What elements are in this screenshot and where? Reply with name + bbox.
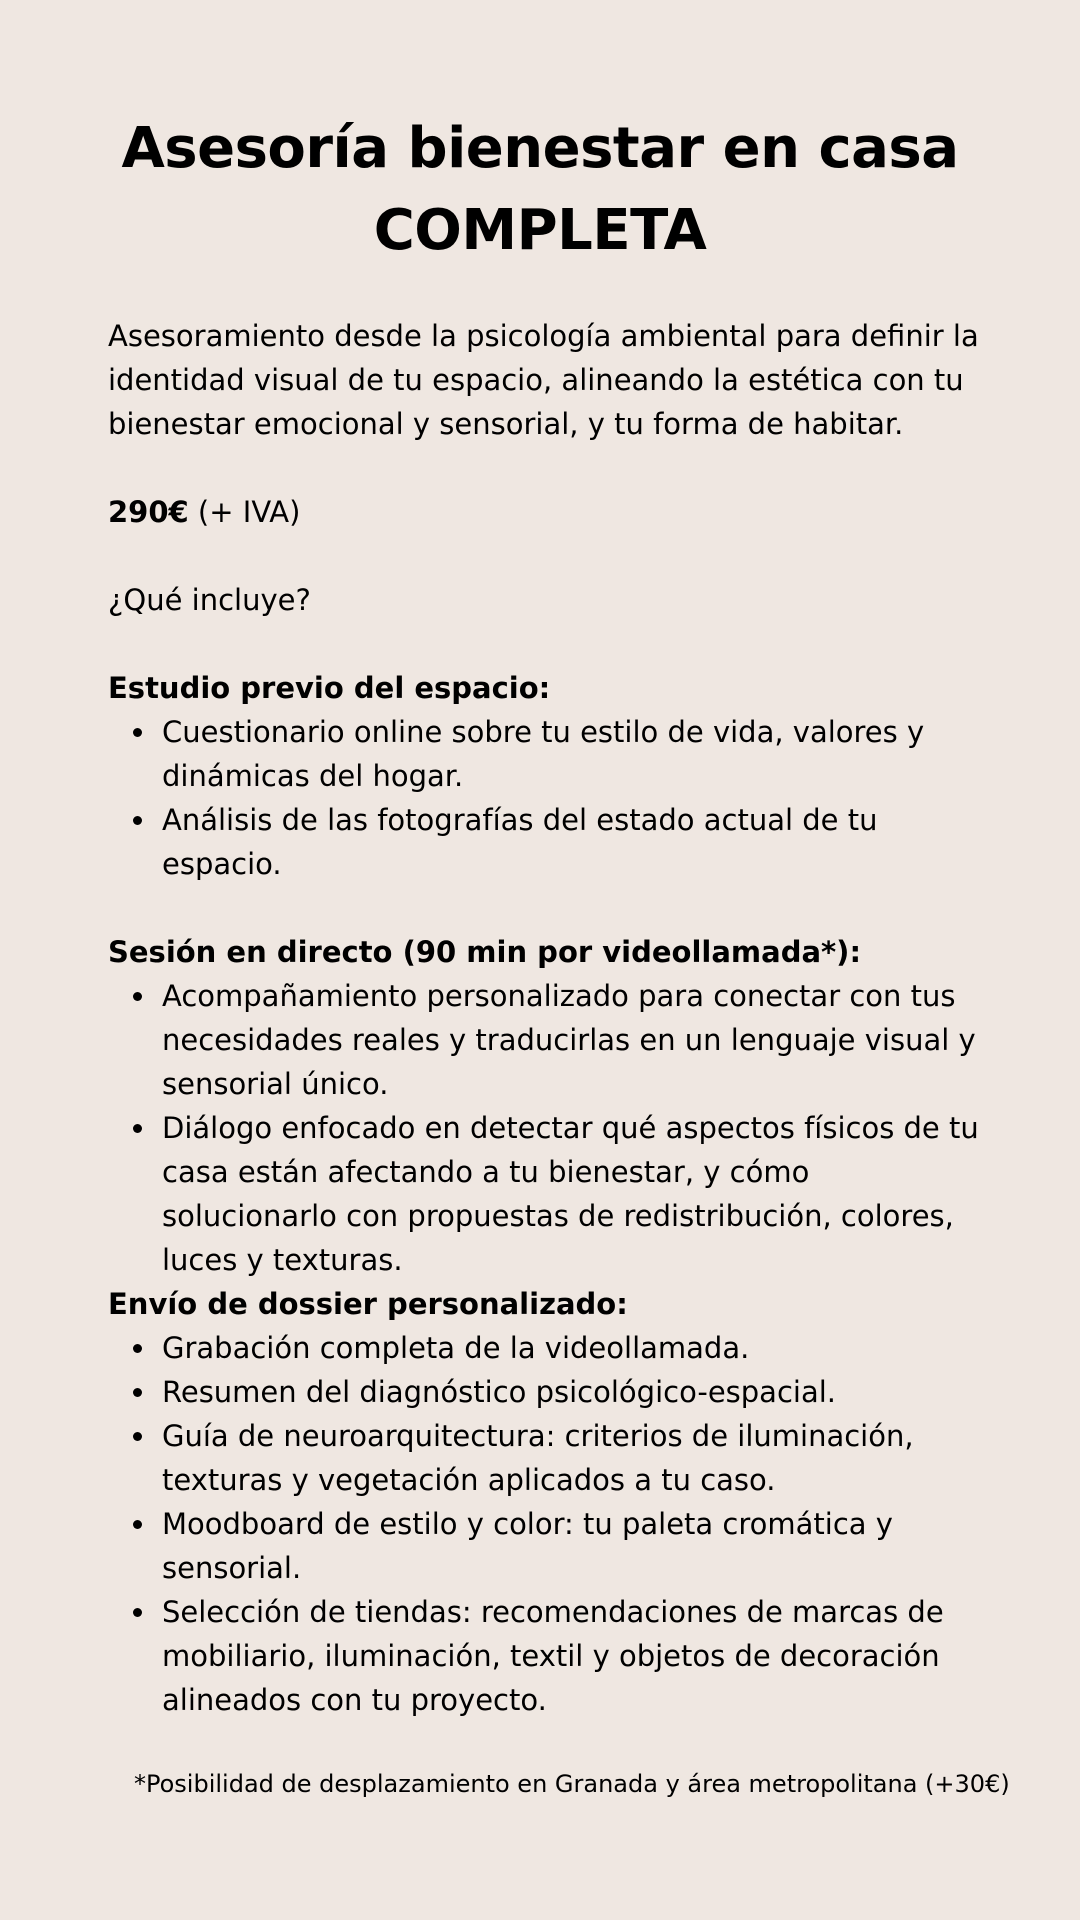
section-heading: Envío de dossier personalizado: xyxy=(108,1287,628,1321)
section-list xyxy=(108,1326,988,1722)
title-line-2: COMPLETA xyxy=(373,198,707,263)
section-dossier xyxy=(108,1282,988,1722)
list-item: Guía de neuroarquitectura: criterios de iluminación, texturas y vegetación aplicados a tu caso. xyxy=(162,1414,988,1502)
list-item: Resumen del diagnóstico psicológico-espacial. xyxy=(162,1370,988,1414)
section-list xyxy=(108,710,988,886)
includes-heading: ¿Qué incluye? xyxy=(108,583,311,617)
section-estudio-previo xyxy=(108,666,988,886)
page-title xyxy=(108,108,972,272)
section-heading: Sesión en directo (90 min por videollamada*): xyxy=(108,935,862,969)
list-item: Cuestionario online sobre tu estilo de vida, valores y dinámicas del hogar. xyxy=(162,710,988,798)
list-item: Análisis de las fotografías del estado actual de tu espacio. xyxy=(162,798,988,886)
section-list xyxy=(108,974,988,1282)
list-item: Acompañamiento personalizado para conectar con tus necesidades reales y traducirlas en un lenguaje visual y sensorial único. xyxy=(162,974,988,1106)
list-item: Grabación completa de la videollamada. xyxy=(162,1326,988,1370)
price-amount: 290€ xyxy=(108,495,189,529)
footnote: *Posibilidad de desplazamiento en Granada y área metropolitana (+30€) xyxy=(134,1770,1010,1798)
title-line-1: Asesoría bienestar en casa xyxy=(121,116,959,181)
section-sesion-directo xyxy=(108,930,988,1282)
list-item: Selección de tiendas: recomendaciones de marcas de mobiliario, iluminación, textil y objetos de decoración alineados con tu proyecto. xyxy=(162,1590,988,1722)
section-heading: Estudio previo del espacio: xyxy=(108,671,551,705)
intro-paragraph: Asesoramiento desde la psicología ambiental para definir la identidad visual de tu espacio, alineando la estética con tu bienestar emocional y sensorial, y tu forma de habitar. xyxy=(108,319,979,441)
price-line xyxy=(108,490,300,534)
list-item: Moodboard de estilo y color: tu paleta cromática y sensorial. xyxy=(162,1502,988,1590)
price-tax: (+ IVA) xyxy=(188,495,301,529)
list-item: Diálogo enfocado en detectar qué aspectos físicos de tu casa están afectando a tu bienestar, y cómo solucionarlo con propuestas de redistribución, colores, luces y texturas. xyxy=(162,1106,988,1282)
